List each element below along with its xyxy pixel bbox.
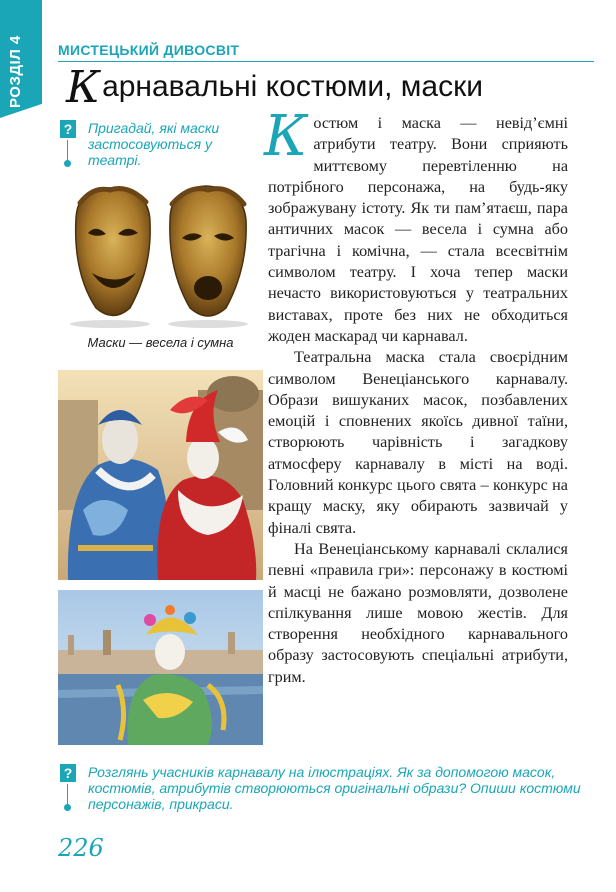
- prompt-dot: [64, 804, 71, 811]
- question-mark-icon: ?: [60, 764, 76, 782]
- main-text: [264, 104, 568, 688]
- paragraph-2: Театральна маска стала своєрідним символом Венеціанського карнавалу. Образи вишуканих масок, позбавлених емоцій і сповнених якоїсь дивної таїни, створюють чарівність і загадкову атмосферу карнавалу в місті на воді. Головний конкурс цього свята – конкурс на кращу маску, яку обирають зазвичай у фіналі свята.: [268, 348, 568, 537]
- title-initial: К: [66, 62, 101, 113]
- recall-prompt: Пригадай, які маски застосовуються у театрі.: [88, 120, 220, 168]
- page-number: 226: [58, 834, 104, 862]
- prompt-line: [67, 784, 68, 806]
- paragraph-3: На Венеціанському карнавалі склалися певні «правила гри»: персонажу в костюмі й масці не бажано розмовляти, дозволене спілкування лише мовою жестів. Для створення необхідного карнавального образу застосовують спеціальні атрибути, грим.: [268, 539, 568, 686]
- task-prompt: Розглянь учасників карнавалу на ілюстраціях. Як за допомогою масок, костюмів, атрибутів створюються оригінальні образи? Опиши костюми персонажів, прикраси.: [88, 764, 581, 812]
- section-divider: [58, 61, 594, 62]
- prompt-dot: [64, 160, 71, 167]
- carnival-venice-photo: [58, 590, 263, 745]
- paragraph-1: [264, 104, 568, 347]
- prompt-line: [67, 140, 68, 162]
- title-text: арнавальні костюми, маски: [102, 70, 483, 103]
- chapter-tab-label: РОЗДІЛ 4: [7, 35, 24, 108]
- paragraph-1-text: остюм і маска — невід’ємні атрибути театру. Вони сприяють миттєвому перевтіленню на потрібного персонажа, на будь-яку зображувану істоту. Як ти пам’ятаєш, пара античних масок — весела і сумна або трагічна і комічна, — стала всесвітнім символом театру. І хоча тепер маски нечасто використовуються у театральних виставах, проте без них не обходиться жоден маскарад чи карнавал.: [268, 114, 568, 345]
- section-title: МИСТЕЦЬКИЙ ДИВОСВІТ: [58, 42, 240, 58]
- masks-caption: Маски — весела і сумна: [87, 335, 234, 350]
- carnival-couple-photo: [58, 370, 263, 580]
- question-mark-icon: ?: [60, 120, 76, 138]
- drop-cap: К: [264, 104, 308, 169]
- theatre-masks-image: [58, 178, 263, 328]
